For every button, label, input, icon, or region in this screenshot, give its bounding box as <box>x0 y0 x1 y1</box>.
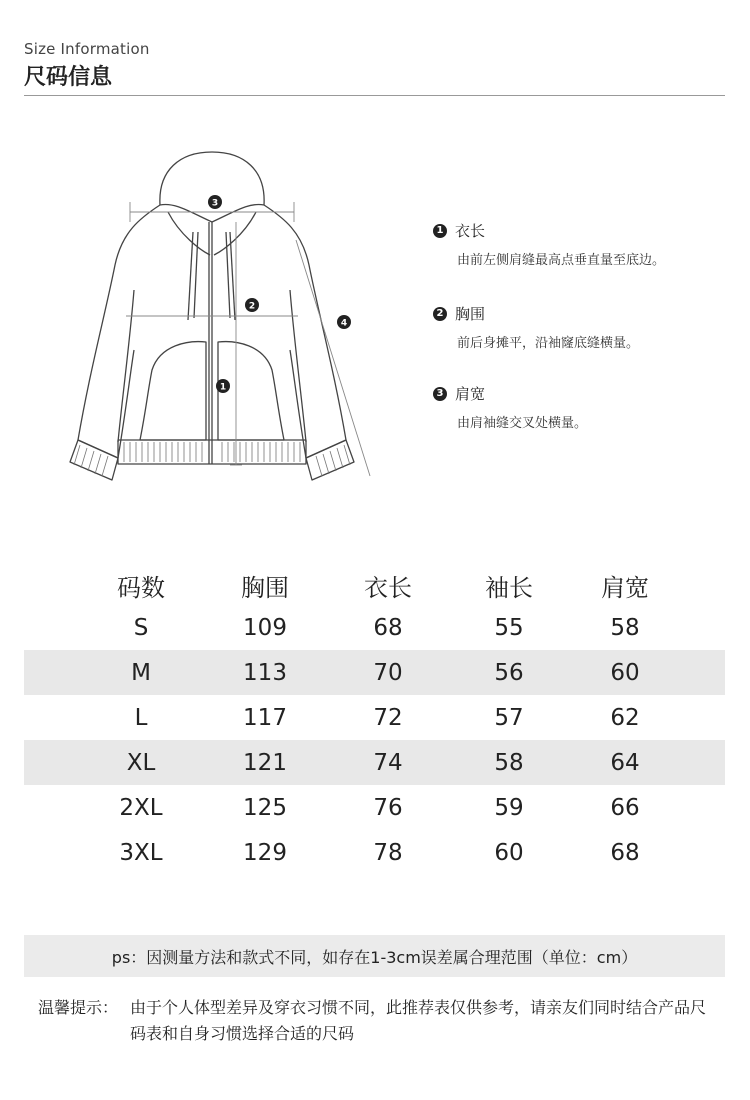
title-cn: 尺码信息 <box>24 65 113 90</box>
title-en: Size Information <box>24 40 150 58</box>
tip-label: 温馨提示： <box>38 998 119 1017</box>
table-cell: 70 <box>373 659 403 686</box>
legend-title: 肩宽 <box>455 385 486 403</box>
table-cell: 58 <box>494 749 524 776</box>
marker-2: 2 <box>248 301 256 312</box>
table-cell: 113 <box>243 659 287 686</box>
legend-item-chest <box>433 303 639 351</box>
header-divider <box>24 95 725 96</box>
legend-desc: 由肩袖缝交叉处横量。 <box>457 416 588 431</box>
table-row <box>24 605 725 650</box>
table-cell: 109 <box>243 614 287 641</box>
legend-title: 胸围 <box>455 305 486 323</box>
number-badge-icon: 3 <box>433 387 447 401</box>
column-header: 码数 <box>117 573 165 602</box>
table-cell: 56 <box>494 659 524 686</box>
tip-block <box>38 995 718 1047</box>
table-cell: 72 <box>373 704 403 731</box>
table-cell: L <box>134 704 148 731</box>
table-cell: 68 <box>610 839 640 866</box>
table-cell: 74 <box>373 749 403 776</box>
left-cuff <box>70 440 118 480</box>
table-row <box>24 650 725 695</box>
sleeve-measure-line <box>296 240 370 476</box>
legend-desc: 前后身摊平，沿袖窿底缝横量。 <box>457 336 640 351</box>
table-header-row <box>24 565 725 605</box>
table-cell: 2XL <box>119 794 163 821</box>
table-cell: 58 <box>610 614 640 641</box>
marker-3: 3 <box>211 198 219 209</box>
table-row <box>24 830 725 875</box>
table-cell: 117 <box>243 704 287 731</box>
right-sleeve-outline <box>264 205 346 458</box>
column-header: 胸围 <box>241 573 289 602</box>
table-cell: 129 <box>243 839 287 866</box>
table-cell: 3XL <box>119 839 163 866</box>
table-cell: M <box>131 659 151 686</box>
number-badge-icon: 2 <box>433 307 447 321</box>
hoodie-diagram <box>60 140 400 500</box>
legend-item-length <box>433 220 665 268</box>
legend-item-shoulder <box>433 383 587 431</box>
column-header: 衣长 <box>364 573 412 602</box>
table-row <box>24 695 725 740</box>
table-cell: 59 <box>494 794 524 821</box>
table-cell: 64 <box>610 749 640 776</box>
table-cell: 66 <box>610 794 640 821</box>
number-badge-icon: 1 <box>433 224 447 238</box>
legend-desc: 由前左侧肩缝最高点垂直量至底边。 <box>457 253 666 268</box>
table-cell: 55 <box>494 614 524 641</box>
table-cell: 121 <box>243 749 287 776</box>
table-cell: 60 <box>610 659 640 686</box>
legend-title: 衣长 <box>455 222 486 240</box>
table-row <box>24 785 725 830</box>
right-cuff <box>306 440 354 480</box>
table-cell: 125 <box>243 794 287 821</box>
marker-4: 4 <box>340 318 348 329</box>
left-pocket <box>140 342 206 440</box>
table-cell: S <box>133 614 149 641</box>
table-cell: 68 <box>373 614 403 641</box>
marker-1: 1 <box>219 382 227 393</box>
table-cell: 62 <box>610 704 640 731</box>
table-cell: 57 <box>494 704 524 731</box>
measurement-note: ps：因测量方法和款式不同，如存在1-3cm误差属合理范围（单位：cm） <box>24 935 725 977</box>
table-cell: 76 <box>373 794 403 821</box>
table-cell: XL <box>126 749 156 776</box>
tip-body: 由于个人体型差异及穿衣习惯不同，此推荐表仅供参考，请亲友们同时结合产品尺码表和自身习惯选择合适的尺码 <box>130 998 707 1043</box>
table-cell: 78 <box>373 839 403 866</box>
column-header: 肩宽 <box>601 573 649 602</box>
left-sleeve-outline <box>78 205 160 458</box>
table-cell: 60 <box>494 839 524 866</box>
table-row <box>24 740 725 785</box>
column-header: 袖长 <box>485 573 533 602</box>
size-table <box>24 565 725 875</box>
